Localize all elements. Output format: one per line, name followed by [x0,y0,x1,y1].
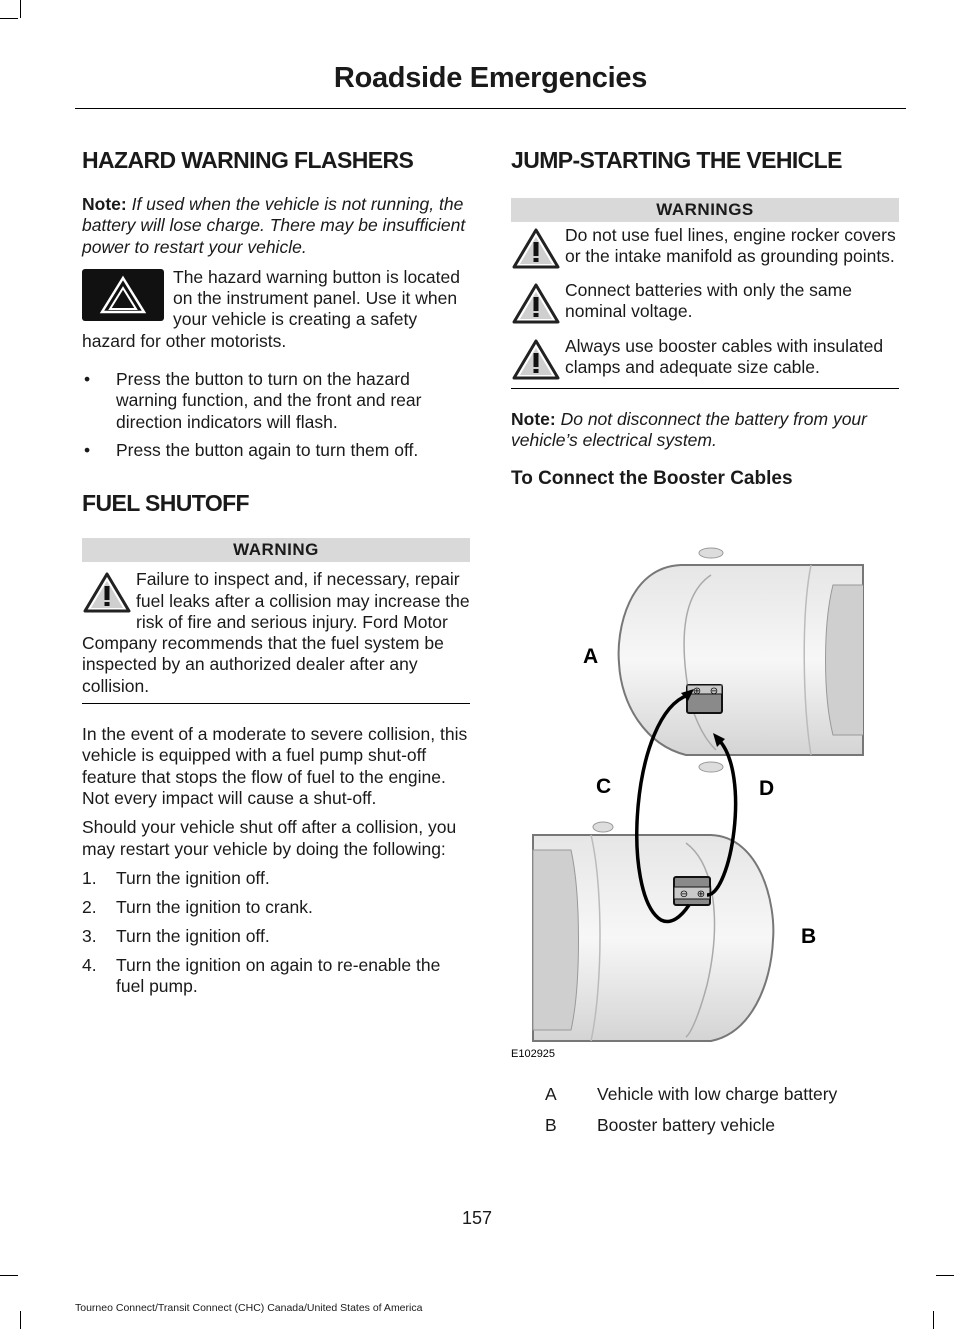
bullet-text: Press the button to turn on the hazard warning function, and the front and rear direction indicators will flash. [116,369,422,432]
crop-mark [20,1311,21,1329]
hazard-intro: The hazard warning button is located on the instrument panel. Use it when your vehicle is creating a safety hazard for other motorists. [82,266,460,351]
list-item [82,897,470,918]
fuel-warning [82,569,470,697]
warning-text: Connect batteries with only the same nominal voltage. [565,280,852,322]
step-text: Turn the ignition on again to re-enable the fuel pump. [116,955,441,997]
label-c: C [596,775,612,798]
legend-key: A [545,1084,557,1104]
battery-b-icon [674,877,710,905]
page-title: Roadside Emergencies [333,62,648,94]
list-item [82,955,470,998]
figure-code: E102925 [511,1048,556,1060]
step-number: 4. [82,955,97,976]
warning-text: Do not use fuel lines, engine rocker covers or the intake manifold as grounding points. [565,225,896,267]
label-a: A [583,645,599,668]
label-b: B [801,925,817,948]
jump-warning [511,280,899,326]
negative-terminal: ⊖ [679,889,689,900]
warning-text: Always use booster cables with insulated clamps and adequate size cable. [565,336,884,378]
page-number: 157 [461,1208,493,1228]
warning-triangle-icon [511,338,561,382]
list-item [82,868,470,889]
crop-mark [0,1275,18,1276]
hazard-note [82,194,470,258]
crop-mark [933,1311,934,1329]
warning-text: Failure to inspect and, if necessary, repair fuel leaks after a collision may increase the risk of fire and serious injury. Ford Motor Company recommends that the fuel system be inspected by an authorized dealer after any collision. [82,569,470,696]
note-label: Note: [511,409,556,429]
booster-cable-diagram [511,545,899,1065]
step-text: Turn the ignition to crank. [116,896,313,917]
page-header [75,58,906,109]
warning-triangle-icon [511,282,561,326]
warning-triangle-icon [82,571,132,615]
note-text: Do not disconnect the battery from your vehicle’s electrical system. [511,409,867,451]
list-item [82,926,470,947]
hazard-intro-block [82,267,470,352]
step-number: 3. [82,926,97,947]
jump-note [511,409,899,452]
fuel-steps [82,868,470,998]
note-label: Note: [82,194,127,214]
crop-mark [936,1275,954,1276]
battery-a-icon [687,685,722,713]
positive-terminal: ⊕ [696,889,706,900]
step-text: Turn the ignition off. [116,867,270,888]
bullet: • [84,439,91,460]
legend-key: B [545,1115,557,1135]
list-item [82,369,470,433]
divider [511,388,899,389]
positive-terminal: ⊕ [692,686,702,697]
label-d: D [759,777,775,800]
footer-text: Tourneo Connect/Transit Connect (CHC) Canada/United States of America [75,1302,423,1314]
jump-subheading: To Connect the Booster Cables [511,467,793,489]
jump-warning [511,225,899,271]
fuel-paragraph: In the event of a moderate to severe collision, this vehicle is equipped with a fuel pump shut-off feature that stops the flow of fuel to the engine. Not every impact will cause a shut-off. [82,724,468,808]
fuel-paragraph: Should your vehicle shut off after a collision, you may restart your vehicle by doing the following: [82,817,457,859]
vehicle-b [533,822,773,1041]
hazard-button-icon [82,269,164,321]
crop-mark [20,0,21,18]
warning-banner: WARNING [82,538,470,562]
step-number: 2. [82,896,97,917]
jump-warning [511,336,899,382]
vehicle-a [619,548,863,772]
left-column [82,142,470,1006]
warnings-banner: WARNINGS [511,198,899,222]
jump-heading: JUMP-STARTING THE VEHICLE [511,147,842,173]
crop-mark [0,18,18,19]
negative-terminal: ⊖ [709,686,719,697]
legend-text: Booster battery vehicle [597,1115,776,1135]
bullet: • [84,369,91,390]
hazard-heading: HAZARD WARNING FLASHERS [82,147,414,173]
fuel-heading: FUEL SHUTOFF [82,490,250,517]
warning-triangle-icon [511,227,561,271]
right-column [511,142,899,493]
step-number: 1. [82,867,97,888]
divider [82,703,470,704]
legend-text: Vehicle with low charge battery [597,1084,838,1104]
bullet-text: Press the button again to turn them off. [116,439,419,460]
step-text: Turn the ignition off. [116,926,270,947]
list-item [82,440,470,461]
note-text: If used when the vehicle is not running, the battery will lose charge. There may be insufficient power to restart your vehicle. [82,194,466,257]
hazard-bullets [82,369,470,461]
